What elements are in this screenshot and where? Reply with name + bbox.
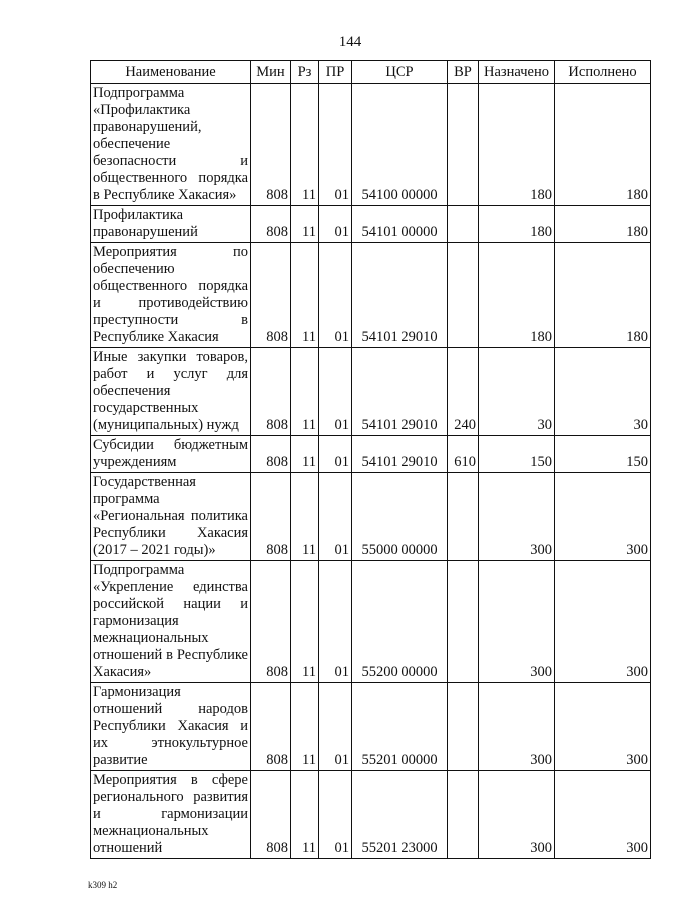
cell-executed: 300 — [555, 561, 651, 683]
cell-pr: 01 — [319, 473, 352, 561]
table-row — [91, 771, 651, 859]
table-header-row — [91, 61, 651, 84]
cell-rz: 11 — [291, 683, 319, 771]
column-header-vr: ВР — [448, 61, 479, 84]
cell-name: Гармонизация отношений народов Республики Хакасия и их этнокультурное развитие — [91, 683, 251, 771]
cell-vr — [448, 561, 479, 683]
cell-executed: 180 — [555, 243, 651, 348]
column-header-executed: Исполнено — [555, 61, 651, 84]
cell-executed: 150 — [555, 436, 651, 473]
cell-vr — [448, 206, 479, 243]
cell-assigned: 150 — [479, 436, 555, 473]
cell-vr — [448, 683, 479, 771]
cell-pr: 01 — [319, 771, 352, 859]
cell-vr — [448, 243, 479, 348]
cell-pr: 01 — [319, 436, 352, 473]
table-row — [91, 243, 651, 348]
footer-code: k309 h2 — [88, 880, 118, 890]
cell-assigned: 300 — [479, 771, 555, 859]
cell-pr: 01 — [319, 206, 352, 243]
cell-rz: 11 — [291, 771, 319, 859]
cell-pr: 01 — [319, 243, 352, 348]
cell-name: Субсидии бюджетным учреждениям — [91, 436, 251, 473]
cell-rz: 11 — [291, 84, 319, 206]
cell-vr: 610 — [448, 436, 479, 473]
cell-assigned: 300 — [479, 561, 555, 683]
cell-pr: 01 — [319, 84, 352, 206]
cell-pr: 01 — [319, 561, 352, 683]
budget-table — [90, 60, 651, 859]
cell-pr: 01 — [319, 348, 352, 436]
cell-csr: 54101 29010 — [352, 436, 448, 473]
cell-assigned: 180 — [479, 206, 555, 243]
cell-assigned: 180 — [479, 84, 555, 206]
cell-min: 808 — [251, 436, 291, 473]
table-row — [91, 206, 651, 243]
cell-csr: 55201 23000 — [352, 771, 448, 859]
table-row — [91, 561, 651, 683]
cell-csr: 54100 00000 — [352, 84, 448, 206]
cell-min: 808 — [251, 771, 291, 859]
cell-rz: 11 — [291, 436, 319, 473]
cell-executed: 180 — [555, 206, 651, 243]
column-header-min: Мин — [251, 61, 291, 84]
cell-executed: 180 — [555, 84, 651, 206]
cell-name: Государственная программа «Региональная политика Республики Хакасия (2017 – 2021 годы)» — [91, 473, 251, 561]
cell-name: Мероприятия в сфере регионального развития и гармонизации межнациональных отношений — [91, 771, 251, 859]
cell-csr: 55000 00000 — [352, 473, 448, 561]
cell-csr: 54101 29010 — [352, 348, 448, 436]
cell-rz: 11 — [291, 561, 319, 683]
cell-name: Иные закупки товаров, работ и услуг для обеспечения государственных (муниципальных) нужд — [91, 348, 251, 436]
table-row — [91, 84, 651, 206]
cell-csr: 55200 00000 — [352, 561, 448, 683]
cell-vr — [448, 771, 479, 859]
cell-assigned: 180 — [479, 243, 555, 348]
cell-name: Подпрограмма «Профилактика правонарушений, обеспечение безопасности и общественного порядка в Республике Хакасия» — [91, 84, 251, 206]
cell-name: Подпрограмма «Укрепление единства российской нации и гармонизация межнациональных отношений в Республике Хакасия» — [91, 561, 251, 683]
budget-table-container — [90, 60, 650, 859]
cell-executed: 300 — [555, 683, 651, 771]
cell-min: 808 — [251, 206, 291, 243]
cell-name: Мероприятия по обеспечению общественного порядка и противодействию преступности в Республике Хакасия — [91, 243, 251, 348]
cell-rz: 11 — [291, 206, 319, 243]
column-header-assigned: Назначено — [479, 61, 555, 84]
cell-min: 808 — [251, 243, 291, 348]
column-header-csr: ЦСР — [352, 61, 448, 84]
cell-assigned: 300 — [479, 683, 555, 771]
cell-rz: 11 — [291, 473, 319, 561]
cell-min: 808 — [251, 473, 291, 561]
table-row — [91, 473, 651, 561]
cell-pr: 01 — [319, 683, 352, 771]
column-header-name: Наименование — [91, 61, 251, 84]
cell-min: 808 — [251, 561, 291, 683]
cell-csr: 54101 29010 — [352, 243, 448, 348]
cell-rz: 11 — [291, 243, 319, 348]
cell-rz: 11 — [291, 348, 319, 436]
cell-name: Профилактика правонарушений — [91, 206, 251, 243]
cell-assigned: 30 — [479, 348, 555, 436]
page-number: 144 — [338, 34, 362, 50]
table-row — [91, 436, 651, 473]
column-header-pr: ПР — [319, 61, 352, 84]
cell-min: 808 — [251, 84, 291, 206]
column-header-rz: Рз — [291, 61, 319, 84]
cell-min: 808 — [251, 348, 291, 436]
cell-executed: 30 — [555, 348, 651, 436]
cell-vr: 240 — [448, 348, 479, 436]
cell-assigned: 300 — [479, 473, 555, 561]
cell-csr: 55201 00000 — [352, 683, 448, 771]
cell-executed: 300 — [555, 473, 651, 561]
cell-vr — [448, 84, 479, 206]
table-row — [91, 683, 651, 771]
cell-vr — [448, 473, 479, 561]
cell-csr: 54101 00000 — [352, 206, 448, 243]
cell-min: 808 — [251, 683, 291, 771]
table-row — [91, 348, 651, 436]
cell-executed: 300 — [555, 771, 651, 859]
